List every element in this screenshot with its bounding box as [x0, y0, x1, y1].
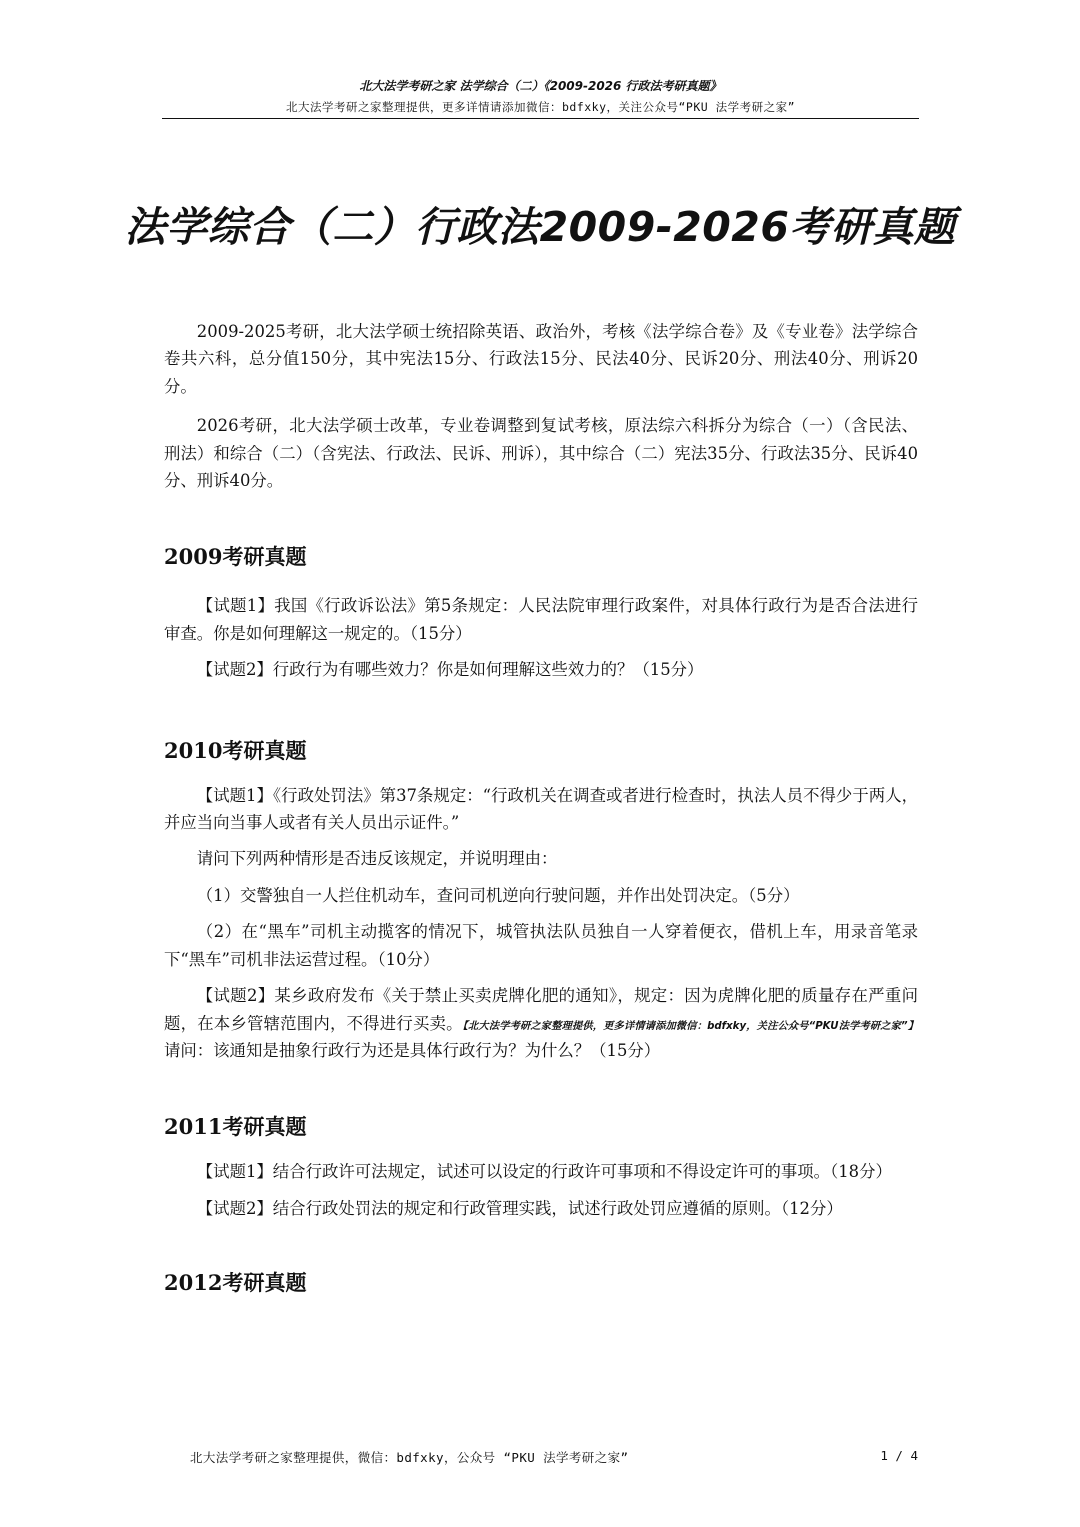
- footer-text: 北大法学考研之家整理提供，微信：bdfxky，公众号 “PKU 法学考研之家”: [190, 1450, 629, 1465]
- question-2011-1: 【试题1】结合行政许可法规定，试述可以设定的行政许可事项和不得设定许可的事项。（18分）: [196, 1162, 892, 1182]
- section-heading-2010: 2010考研真题: [164, 737, 307, 763]
- question-2011-2: 【试题2】结合行政处罚法的规定和行政管理实践，试述行政处罚应遵循的原则。（12分）: [196, 1198, 843, 1218]
- question-2010-1-case-2: （2）在“黑车”司机主动揽客的情况下，城管执法队员独自一人穿着便衣，借机上车，用录音笔录下“黑车”司机非法运营过程。（10分）: [164, 922, 918, 969]
- section-heading-2009: 2009考研真题: [164, 544, 307, 570]
- intro-paragraph-1: 2009-2025考研，北大法学硕士统招除英语、政治外，考核《法学综合卷》及《专业卷》法学综合卷共六科，总分值150分，其中宪法15分、行政法15分、民法40分、民诉20分、刑法40分、刑诉20分。: [164, 322, 918, 396]
- document-body: [164, 318, 918, 1300]
- question-2010-2-text: 【试题2】某乡政府发布《关于禁止买卖虎牌化肥的通知》，规定：因为虎牌化肥的质量存在严重问题，在本乡管辖范围内，不得进行买卖。: [164, 986, 918, 1033]
- question-2010-1-case-1: （1）交警独自一人拦住机动车，查问司机逆向行驶问题，并作出处罚决定。（5分）: [196, 885, 800, 905]
- page-title: 法学综合（二）行政法2009-2026考研真题: [124, 203, 956, 251]
- question-2010-2: [164, 982, 918, 1064]
- watermark-note: 【北大法学考研之家整理提供，更多详情请添加微信：bdfxky，关注公众号“PKU法学考研之家”】: [462, 1020, 919, 1032]
- running-header-title: 北大法学考研之家 法学综合（二）《2009-2026 行政法考研真题》: [359, 79, 722, 93]
- section-heading-2012: 2012考研真题: [164, 1270, 307, 1296]
- running-header-subtitle: 北大法学考研之家整理提供，更多详情请添加微信：bdfxky，关注公众号“PKU 法学考研之家”: [285, 100, 796, 114]
- question-2010-2-ask: 请问：该通知是抽象行政行为还是具体行政行为？为什么？（15分）: [164, 1040, 661, 1060]
- header-divider: [162, 118, 919, 119]
- section-heading-2011: 2011考研真题: [164, 1114, 307, 1140]
- question-2010-1-prompt: 请问下列两种情形是否违反该规定，并说明理由：: [196, 849, 558, 869]
- question-2009-2: 【试题2】行政行为有哪些效力？你是如何理解这些效力的？（15分）: [196, 660, 704, 680]
- question-2010-1: 【试题1】《行政处罚法》第37条规定：“行政机关在调查或者进行检查时，执法人员不得少于两人，并应当向当事人或者有关人员出示证件。”: [164, 785, 918, 833]
- intro-paragraph-2: 2026考研，北大法学硕士改革，专业卷调整到复试考核，原法综六科拆分为综合（一）（含民法、刑法）和综合（二）（含宪法、行政法、民诉、刑诉），其中综合（二）宪法35分、行政法35分、民诉40分、刑诉40分。: [164, 416, 918, 491]
- question-2009-1: 【试题1】我国《行政诉讼法》第5条规定：人民法院审理行政案件，对具体行政行为是否合法进行审查。你是如何理解这一规定的。（15分）: [164, 596, 918, 643]
- page-number: 1 / 4: [880, 1448, 918, 1463]
